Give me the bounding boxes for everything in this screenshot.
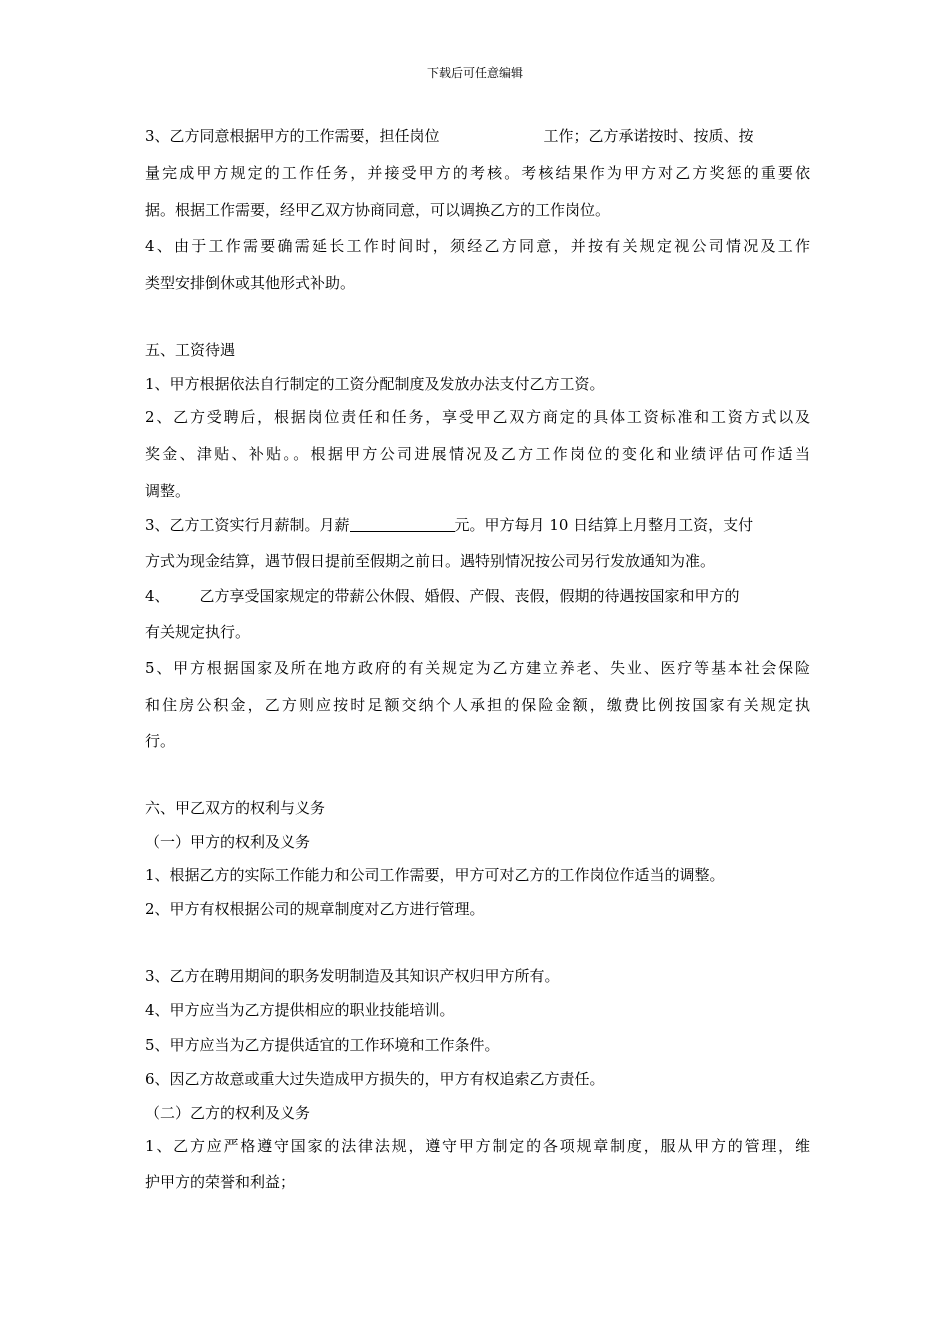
clause-line [145,586,810,606]
clause-line: 护甲方的荣誉和利益； [145,1173,296,1191]
clause-line [145,126,810,146]
page-header: 下载后可任意编辑 [426,66,523,80]
clause-line: 和住房公积金，乙方则应按时足额交纳个人承担的保险金额，缴费比例按国家有关规定执 [145,696,810,714]
subsection-heading: （二）乙方的权利及义务 [145,1104,311,1122]
clause-text: 元。甲方每月 10 日结算上月整月工资，支付 [454,516,754,534]
clause-line: 5、甲方应当为乙方提供适宜的工作环境和工作条件。 [145,1036,500,1054]
clause-line: 1、乙方应严格遵守国家的法律法规，遵守甲方制定的各项规章制度，服从甲方的管理，维 [145,1137,810,1155]
clause-line: 行。 [145,732,176,750]
clause-line: 1、甲方根据依法自行制定的工资分配制度及发放办法支付乙方工资。 [145,375,605,393]
clause-line: 5、甲方根据国家及所在地方政府的有关规定为乙方建立养老、失业、医疗等基本社会保险 [145,659,810,677]
clause-line: 有关规定执行。 [145,623,251,641]
clause-line: 1、根据乙方的实际工作能力和公司工作需要，甲方可对乙方的工作岗位作适当的调整。 [145,866,725,884]
clause-number: 4、 [145,587,170,605]
clause-line: 2、乙方受聘后，根据岗位责任和任务，享受甲乙双方商定的具体工资标准和工资方式以及 [145,408,810,426]
clause-line: 4、由于工作需要确需延长工作时间时，须经乙方同意，并按有关规定视公司情况及工作 [145,237,810,255]
salary-blank [350,515,455,532]
clause-line: 6、因乙方故意或重大过失造成甲方损失的，甲方有权追索乙方责任。 [145,1070,605,1088]
clause-line: 方式为现金结算，遇节假日提前至假期之前日。遇特别情况按公司另行发放通知为准。 [145,552,716,570]
clause-line [145,515,810,535]
clause-line: 4、甲方应当为乙方提供相应的职业技能培训。 [145,1001,455,1019]
clause-line: 3、乙方在聘用期间的职务发明制造及其知识产权归甲方所有。 [145,967,560,985]
subsection-heading: （一）甲方的权利及义务 [145,833,311,851]
clause-line: 据。根据工作需要，经甲乙双方协商同意，可以调换乙方的工作岗位。 [145,201,611,219]
clause-text: 3、乙方工资实行月薪制。月薪 [145,516,350,534]
clause-line: 类型安排倒休或其他形式补助。 [145,274,356,292]
clause-text: 3、乙方同意根据甲方的工作需要，担任岗位 [145,127,440,145]
clause-line: 量完成甲方规定的工作任务，并接受甲方的考核。考核结果作为甲方对乙方奖惩的重要依 [145,164,810,182]
clause-line: 调整。 [145,482,191,500]
clause-text: 乙方享受国家规定的带薪公休假、婚假、产假、丧假，假期的待遇按国家和甲方的 [199,587,740,605]
section-heading: 五、工资待遇 [145,341,236,359]
section-heading: 六、甲乙双方的权利与义务 [145,799,326,817]
clause-line: 奖金、津贴、补贴。。根据甲方公司进展情况及乙方工作岗位的变化和业绩评估可作适当 [145,445,810,463]
clause-text: 工作；乙方承诺按时、按质、按 [543,127,754,145]
clause-line: 2、甲方有权根据公司的规章制度对乙方进行管理。 [145,900,485,918]
